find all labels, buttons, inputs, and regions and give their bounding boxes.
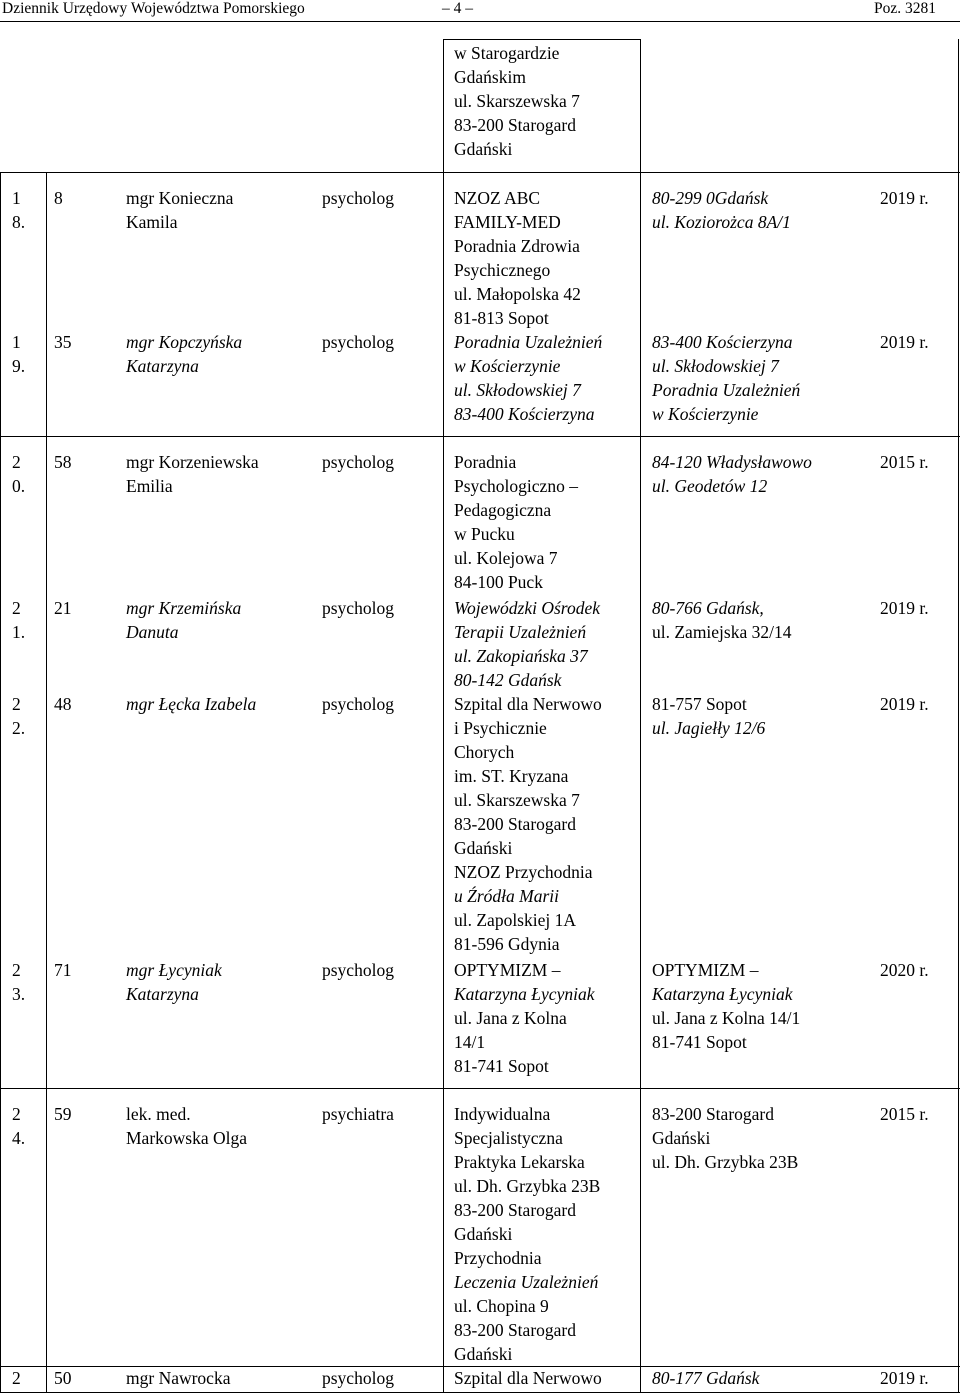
text-line: Poradnia Uzależnień [652, 380, 801, 400]
text-line: 80-766 Gdańsk, [652, 598, 764, 618]
text-line: Gdański [454, 1224, 513, 1244]
text-line: Gdański [454, 1344, 513, 1364]
address-cell [652, 330, 800, 426]
text-line: 1. [12, 622, 26, 642]
text-line: ul. Skarszewska 7 [454, 91, 580, 111]
text-line: Danuta [126, 622, 179, 642]
address-cell [652, 958, 800, 1054]
text-line: w Kościerzynie [454, 356, 561, 376]
text-line: 2. [12, 718, 26, 738]
registry-number-cell: 48 [54, 694, 72, 714]
year-cell: 2015 r. [880, 1104, 929, 1124]
text-line: Katarzyna Łycyniak [454, 984, 595, 1004]
workplace-cell [454, 596, 600, 692]
address-cell [652, 692, 765, 740]
profession-cell: psycholog [322, 452, 394, 472]
row-number-cell [12, 958, 25, 1006]
year-cell: 2015 r. [880, 452, 929, 472]
text-line: ul. Geodetów 12 [652, 476, 768, 496]
text-line: 2 [12, 694, 21, 714]
text-line: Gdańskim [454, 67, 526, 87]
position-number: Poz. 3281 [874, 0, 936, 17]
text-line: OPTYMIZM – [454, 960, 561, 980]
text-line: mgr Nawrocka [126, 1368, 231, 1388]
text-line: 83-400 Kościerzyna [652, 332, 793, 352]
text-line: mgr Konieczna [126, 188, 234, 208]
workplace-cell [454, 692, 602, 956]
table-rule [443, 39, 640, 40]
text-line: 80-177 Gdańsk [652, 1368, 760, 1388]
text-line: Katarzyna [126, 356, 199, 376]
text-line: 2 [12, 1368, 21, 1388]
text-line: Gdański [454, 838, 513, 858]
text-line: Pedagogiczna [454, 500, 552, 520]
table-rule [0, 172, 960, 173]
text-line: Poradnia Uzależnień [454, 332, 603, 352]
address-cell [652, 1366, 759, 1390]
registry-number-cell: 58 [54, 452, 72, 472]
text-line: ul. Zapolskiej 1A [454, 910, 576, 930]
address-cell [652, 186, 791, 234]
text-line: 81-757 Sopot [652, 694, 747, 714]
person-name-cell [126, 1366, 230, 1390]
text-line: NZOZ ABC [454, 188, 541, 208]
text-line: 81-741 Sopot [454, 1056, 549, 1076]
text-line: 8. [12, 212, 26, 232]
person-name-cell [126, 596, 241, 644]
text-line: w Pucku [454, 524, 515, 544]
text-line: NZOZ Przychodnia [454, 862, 593, 882]
text-line: mgr Łycyniak [126, 960, 222, 980]
text-line: 1 [12, 188, 21, 208]
row-number-cell [12, 692, 25, 740]
workplace-cell [454, 450, 578, 594]
text-line: 83-200 Starogard [454, 115, 576, 135]
page-number: – 4 – [442, 0, 473, 17]
profession-cell: psycholog [322, 960, 394, 980]
text-line: ul. Zamiejska 32/14 [652, 622, 792, 642]
profession-cell: psychiatra [322, 1104, 394, 1124]
table-rule [0, 21, 960, 22]
registry-number-cell: 35 [54, 332, 72, 352]
text-line: 1 [12, 332, 21, 352]
workplace-cell [454, 186, 581, 330]
row-number-cell [12, 1102, 25, 1150]
registry-number-cell: 50 [54, 1368, 72, 1388]
text-line: 80-299 0Gdańsk [652, 188, 769, 208]
text-line: ul. Skłodowskiej 7 [652, 356, 779, 376]
column-rule [0, 172, 1, 1393]
text-line: 2 [12, 452, 21, 472]
text-line: 84-120 Władysławowo [652, 452, 812, 472]
text-line: 84-100 Puck [454, 572, 543, 592]
text-line: ul. Zakopiańska 37 [454, 646, 588, 666]
year-cell: 2019 r. [880, 1368, 929, 1388]
person-name-cell [126, 186, 233, 234]
text-line: 2 [12, 1104, 21, 1124]
text-line: ul. Skarszewska 7 [454, 790, 580, 810]
text-line: mgr Kopczyńska [126, 332, 243, 352]
column-rule [958, 172, 959, 1393]
text-line: Emilia [126, 476, 173, 496]
continuation-place-cell [454, 41, 580, 161]
text-line: w Starogardzie [454, 43, 560, 63]
text-line: lek. med. [126, 1104, 191, 1124]
registry-number-cell: 8 [54, 188, 63, 208]
text-line: Markowska Olga [126, 1128, 248, 1148]
year-cell: 2020 r. [880, 960, 929, 980]
text-line: 3. [12, 984, 26, 1004]
text-line: u Źródła Marii [454, 886, 560, 906]
person-name-cell [126, 1102, 247, 1150]
page-header [0, 0, 960, 20]
text-line: Leczenia Uzależnień [454, 1272, 599, 1292]
year-cell: 2019 r. [880, 188, 929, 208]
text-line: 81-741 Sopot [652, 1032, 747, 1052]
registry-number-cell: 59 [54, 1104, 72, 1124]
table-rule [0, 436, 960, 437]
text-line: Psychicznego [454, 260, 551, 280]
row-number-cell [12, 450, 25, 498]
address-cell [652, 596, 792, 644]
text-line: 83-400 Kościerzyna [454, 404, 595, 424]
text-line: ul. Dh. Grzybka 23B [652, 1152, 799, 1172]
text-line: FAMILY-MED [454, 212, 561, 232]
text-line: mgr Łęcka Izabela [126, 694, 257, 714]
address-cell [652, 1102, 798, 1174]
row-number-cell [12, 1366, 21, 1390]
text-line: ul. Chopina 9 [454, 1296, 549, 1316]
profession-cell: psycholog [322, 1368, 394, 1388]
text-line: 83-200 Starogard [454, 814, 576, 834]
text-line: 83-200 Starogard [454, 1320, 576, 1340]
profession-cell: psycholog [322, 598, 394, 618]
person-name-cell [126, 450, 259, 498]
text-line: 4. [12, 1128, 26, 1148]
text-line: 81-813 Sopot [454, 308, 549, 328]
text-line: Gdański [454, 139, 513, 159]
row-number-cell [12, 330, 25, 378]
text-line: ul. Skłodowskiej 7 [454, 380, 581, 400]
text-line: 83-200 Starogard [454, 1200, 576, 1220]
text-line: Szpital dla Nerwowo [454, 1368, 602, 1388]
text-line: mgr Korzeniewska [126, 452, 259, 472]
person-name-cell [126, 692, 256, 716]
column-rule [443, 39, 444, 1393]
text-line: 81-596 Gdynia [454, 934, 560, 954]
text-line: 2 [12, 598, 21, 618]
text-line: Gdański [652, 1128, 711, 1148]
person-name-cell [126, 958, 222, 1006]
text-line: ul. Koziorożca 8A/1 [652, 212, 791, 232]
text-line: Wojewódzki Ośrodek [454, 598, 600, 618]
text-line: OPTYMIZM – [652, 960, 759, 980]
row-number-cell [12, 596, 25, 644]
text-line: im. ST. Kryzana [454, 766, 569, 786]
text-line: 9. [12, 356, 26, 376]
text-line: 0. [12, 476, 26, 496]
workplace-cell [454, 1102, 600, 1366]
column-rule [640, 39, 641, 1393]
text-line: ul. Jana z Kolna 14/1 [652, 1008, 801, 1028]
text-line: Kamila [126, 212, 178, 232]
registry-number-cell: 21 [54, 598, 72, 618]
text-line: 14/1 [454, 1032, 486, 1052]
text-line: ul. Jagiełły 12/6 [652, 718, 766, 738]
profession-cell: psycholog [322, 188, 394, 208]
text-line: Specjalistyczna [454, 1128, 563, 1148]
text-line: Psychologiczno – [454, 476, 578, 496]
text-line: ul. Małopolska 42 [454, 284, 581, 304]
text-line: Przychodnia [454, 1248, 542, 1268]
text-line: ul. Jana z Kolna [454, 1008, 567, 1028]
row-number-cell [12, 186, 25, 234]
person-name-cell [126, 330, 242, 378]
text-line: Poradnia [454, 452, 517, 472]
year-cell: 2019 r. [880, 598, 929, 618]
text-line: Terapii Uzależnień [454, 622, 587, 642]
workplace-cell [454, 958, 594, 1078]
address-cell [652, 450, 812, 498]
text-line: Szpital dla Nerwowo [454, 694, 602, 714]
text-line: ul. Dh. Grzybka 23B [454, 1176, 601, 1196]
text-line: 80-142 Gdańsk [454, 670, 562, 690]
text-line: Katarzyna [126, 984, 199, 1004]
text-line: Praktyka Lekarska [454, 1152, 585, 1172]
workplace-cell [454, 1366, 602, 1390]
text-line: 2 [12, 960, 21, 980]
profession-cell: psycholog [322, 694, 394, 714]
text-line: w Kościerzynie [652, 404, 759, 424]
text-line: Chorych [454, 742, 515, 762]
text-line: Poradnia Zdrowia [454, 236, 580, 256]
workplace-cell [454, 330, 602, 426]
publication-title: Dziennik Urzędowy Województwa Pomorskiego [2, 0, 305, 17]
year-cell: 2019 r. [880, 332, 929, 352]
text-line: ul. Kolejowa 7 [454, 548, 558, 568]
profession-cell: psycholog [322, 332, 394, 352]
text-line: Katarzyna Łycyniak [652, 984, 793, 1004]
registry-number-cell: 71 [54, 960, 72, 980]
text-line: i Psychicznie [454, 718, 547, 738]
year-cell: 2019 r. [880, 694, 929, 714]
column-rule [46, 172, 47, 1393]
table-rule [0, 1088, 960, 1089]
text-line: 83-200 Starogard [652, 1104, 774, 1124]
text-line: mgr Krzemińska [126, 598, 242, 618]
text-line: Indywidualna [454, 1104, 551, 1124]
